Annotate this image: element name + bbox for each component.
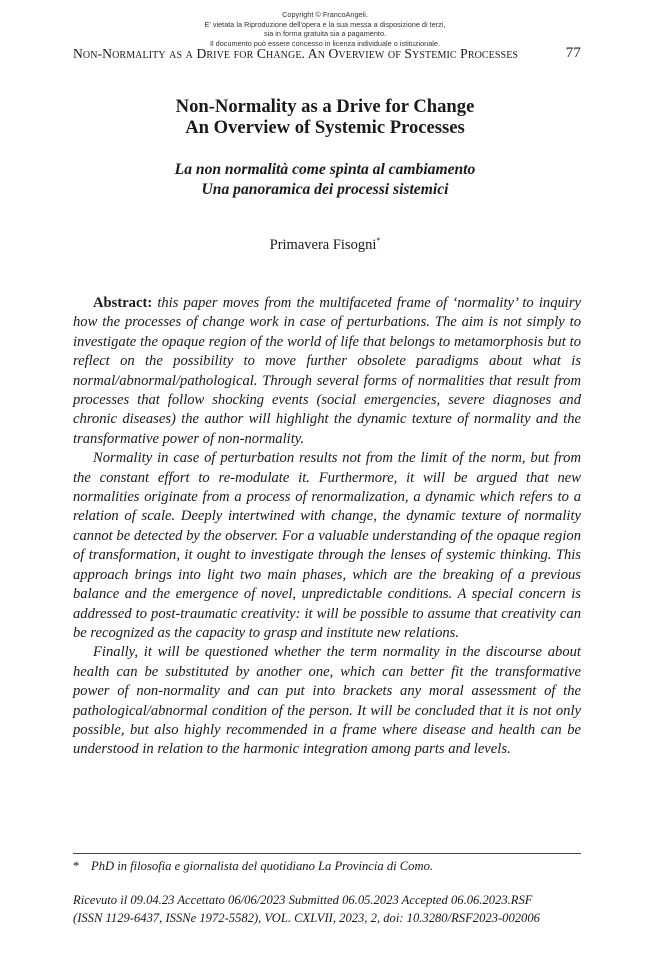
copyright-notice <box>0 10 650 48</box>
copyright-line: sia in forma gratuita sia a pagamento. <box>263 29 387 39</box>
author-name: Primavera Fisogni <box>269 237 377 253</box>
copyright-line: Copyright © FrancoAngeli. <box>282 10 368 19</box>
abstract-text-1: this paper moves from the multifaceted frame of ‘normality’ to inquiry how the processes of change work in case of perturbations. The aim is not simply to investigate the opaque region of the world of life that belongs to metamorphosis but to reflect on the possibility to move further obsolete paradigms about what is normal/abnormal/pathological. Through several forms of normalities that result from processes that follow shocking events (social emergencies, severe diagnoses and chronic diseases) the author will highlight the dynamic texture of normality and the transformative power of non-normality. <box>73 295 581 447</box>
submission-info <box>73 891 581 927</box>
abstract <box>73 294 581 760</box>
running-header <box>73 46 581 62</box>
page-number: 77 <box>565 45 581 61</box>
footnote-divider <box>73 853 581 854</box>
copyright-line: Il documento può essere concesso in licenza individuale o istituzionale. <box>210 38 440 48</box>
footnote-mark: * <box>73 859 80 873</box>
author-footnote-mark: * <box>376 236 381 245</box>
submission-line-1: Ricevuto il 09.04.23 Accettato 06/06/2023 Submitted 06.05.2023 Accepted 06.06.2023.RSF <box>73 893 533 907</box>
article-title-italian <box>0 160 650 199</box>
running-title: Non-Normality as a Drive for Change. An Overview of Systemic Processes <box>73 46 519 61</box>
abstract-paragraph-3: Finally, it will be questioned whether the term normality in the discourse about health can be substituted by another one, which can better fit the transformative power of non-normality and can put into brackets any moral assessment of the pathological/abnormal condition of the person. It will be concluded that it is not only possible, but also highly recommended in a frame where disease and health can be understood in relation to the harmonic integration among parts and levels. <box>73 644 581 758</box>
italian-title-line-2: Una panoramica dei processi sistemici <box>201 180 449 198</box>
article-title <box>0 97 650 138</box>
abstract-label: Abstract <box>93 295 148 311</box>
footnote <box>73 859 581 874</box>
footnote-text: PhD in filosofia e giornalista del quotidiano La Provincia di Como. <box>91 859 434 873</box>
submission-line-2: (ISSN 1129-6437, ISSNe 1972-5582), VOL. CXLVII, 2023, 2, doi: 10.3280/RSF2023-002006 <box>73 911 540 925</box>
abstract-paragraph-1 <box>73 294 581 449</box>
italian-title-line-1: La non normalità come spinta al cambiamento <box>174 161 476 178</box>
article-title-line-1: Non-Normality as a Drive for Change <box>175 96 475 117</box>
author-byline <box>0 236 650 254</box>
article-title-line-2: An Overview of Systemic Processes <box>185 116 465 138</box>
abstract-colon: : <box>147 295 158 311</box>
copyright-line: E' vietata la Riproduzione dell'opera e la sua messa a disposizione di terzi, <box>204 19 446 29</box>
abstract-paragraph-2: Normality in case of perturbation results not from the limit of the norm, but from the constant effort to re-modulate it. Furthermore, it will be argued that new normalities originate from a process of renormalization, a dynamic which refers to a relation of scale. Deeply intertwined with change, the dynamic texture of normality cannot be detected by the observer. For a valuable understanding of the opaque region of transformation, it ought to investigate through the lenses of systemic thinking. This approach brings into light two main phases, which are the breaking of a previous balance and the emergence of novel, unpredictable conditions. A special concern is addressed to post-traumatic creativity: it will be possible to assume that creativity can be recognized as the capacity to grasp and institute new relations. <box>73 450 581 641</box>
